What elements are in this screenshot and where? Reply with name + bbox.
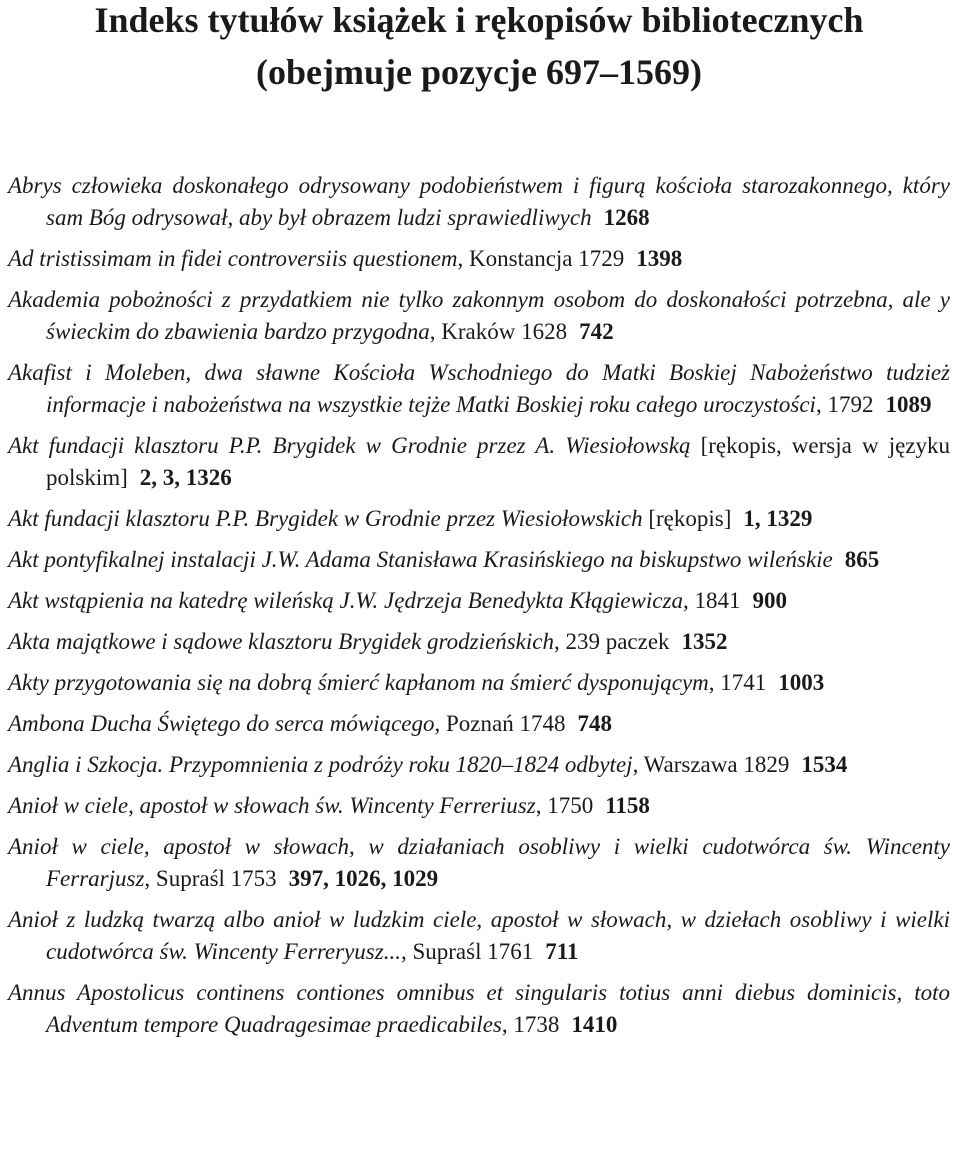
entry-item-numbers: 1, 1329: [743, 506, 813, 531]
entry-title: Ad tristissimam in fidei controversiis questionem: [8, 246, 458, 271]
index-entry: [8, 749, 950, 781]
index-entry: [8, 790, 950, 822]
entry-item-numbers: 1003: [778, 670, 825, 695]
index-entry: [8, 667, 950, 699]
index-entry: [8, 831, 950, 895]
entry-details: , 1841: [682, 588, 741, 613]
entry-title: Akafist i Moleben, dwa sławne Kościoła Wschodniego do Matki Boskiej Nabożeństwo tudzież informacje i nabożeństwa na wszystkie tejże Matki Boskiej roku całego uroczystości: [8, 360, 950, 417]
entry-item-numbers: 748: [577, 711, 612, 736]
index-subtitle: (obejmuje pozycje 697–1569): [256, 52, 702, 92]
index-entry: [8, 544, 950, 576]
entry-details: , 1792: [815, 392, 874, 417]
entry-item-numbers: 1410: [571, 1012, 618, 1037]
entry-details: , Supraśl 1753: [144, 866, 277, 891]
entry-title: Akademia pobożności z przydatkiem nie tylko zakonnym osobom do doskonałości potrzebna, ale y świeckim do zbawienia bardzo przygodna: [8, 287, 950, 344]
entry-item-numbers: 1534: [801, 752, 848, 777]
index-entry: [8, 284, 950, 348]
entry-item-numbers: 742: [579, 319, 614, 344]
entry-details: , Konstancja 1729: [457, 246, 625, 271]
entry-details: [rękopis, wersja w języku polskim]: [46, 433, 950, 490]
entry-title: Anioł w ciele, apostoł w słowach, w działaniach osobliwy i wielki cudotwórca św. Wincenty Ferrarjusz: [8, 834, 950, 891]
index-entry: [8, 626, 950, 658]
entry-title: Annus Apostolicus continens contiones omnibus et singularis totius anni diebus dominicis, toto Adventum tempore Quadragesimae praedicabiles: [8, 980, 950, 1037]
entry-title: Akta majątkowe i sądowe klasztoru Brygidek grodzieńskich: [8, 629, 554, 654]
entry-item-numbers: 711: [545, 939, 579, 964]
entry-item-numbers: 1089: [885, 392, 932, 417]
entry-item-numbers: 397, 1026, 1029: [288, 866, 439, 891]
entry-details: , Poznań 1748: [434, 711, 566, 736]
index-entry: [8, 585, 950, 617]
entry-details: , Warszawa 1829: [632, 752, 790, 777]
entry-item-numbers: 900: [752, 588, 787, 613]
index-title: Indeks tytułów książek i rękopisów bibliotecznych: [94, 0, 864, 40]
entry-title: Akty przygotowania się na dobrą śmierć kapłanom na śmierć dysponującym: [8, 670, 709, 695]
entry-details: , Kraków 1628: [429, 319, 568, 344]
entry-title: Akt fundacji klasztoru P.P. Brygidek w Grodnie przez Wiesiołowskich: [8, 506, 643, 531]
index-entry: [8, 503, 950, 535]
entry-item-numbers: 2, 3, 1326: [139, 465, 232, 490]
index-entry: [8, 904, 950, 968]
index-entry: [8, 708, 950, 740]
entry-title: Akt wstąpienia na katedrę wileńską J.W. Jędrzeja Benedykta Kłągiewicza: [8, 588, 683, 613]
entry-title: Akt pontyfikalnej instalacji J.W. Adama Stanisława Krasińskiego na biskupstwo wileńskie: [8, 547, 833, 572]
entry-title: Anioł w ciele, apostoł w słowach św. Wincenty Ferreriusz: [8, 793, 536, 818]
index-entry: [8, 430, 950, 494]
entry-item-numbers: 865: [844, 547, 880, 572]
entry-item-numbers: 1268: [603, 205, 650, 230]
index-entry: [8, 243, 950, 275]
index-entry: [8, 977, 950, 1041]
entry-title: Ambona Ducha Świętego do serca mówiącego: [8, 711, 435, 736]
index-entry: [8, 357, 950, 421]
entry-item-numbers: 1352: [681, 629, 728, 654]
entry-details: , 1738: [501, 1012, 560, 1037]
entry-details: , 1741: [708, 670, 767, 695]
page-title: [8, 0, 950, 92]
entry-title: Abrys człowieka doskonałego odrysowany podobieństwem i figurą kościoła starozakonnego, który sam Bóg odrysował, aby był obrazem ludzi sprawiedliwych: [8, 173, 950, 230]
index-entry: [8, 170, 950, 234]
entry-title: Anglia i Szkocja. Przypomnienia z podróży roku 1820–1824 odbytej: [8, 752, 633, 777]
entry-details: , 239 paczek: [553, 629, 670, 654]
index-entry-list: [8, 170, 950, 1050]
entry-item-numbers: 1398: [636, 246, 683, 271]
entry-details: , Supraśl 1761: [400, 939, 534, 964]
entry-title: Akt fundacji klasztoru P.P. Brygidek w Grodnie przez A. Wiesiołowską: [8, 433, 691, 458]
entry-title: Anioł z ludzką twarzą albo anioł w ludzkim ciele, apostoł w słowach, w dziełach osobliwy i wielki cudotwórca św. Wincenty Ferreryusz...: [8, 907, 950, 964]
entry-item-numbers: 1158: [605, 793, 650, 818]
entry-details: [rękopis]: [642, 506, 732, 531]
entry-details: , 1750: [535, 793, 594, 818]
